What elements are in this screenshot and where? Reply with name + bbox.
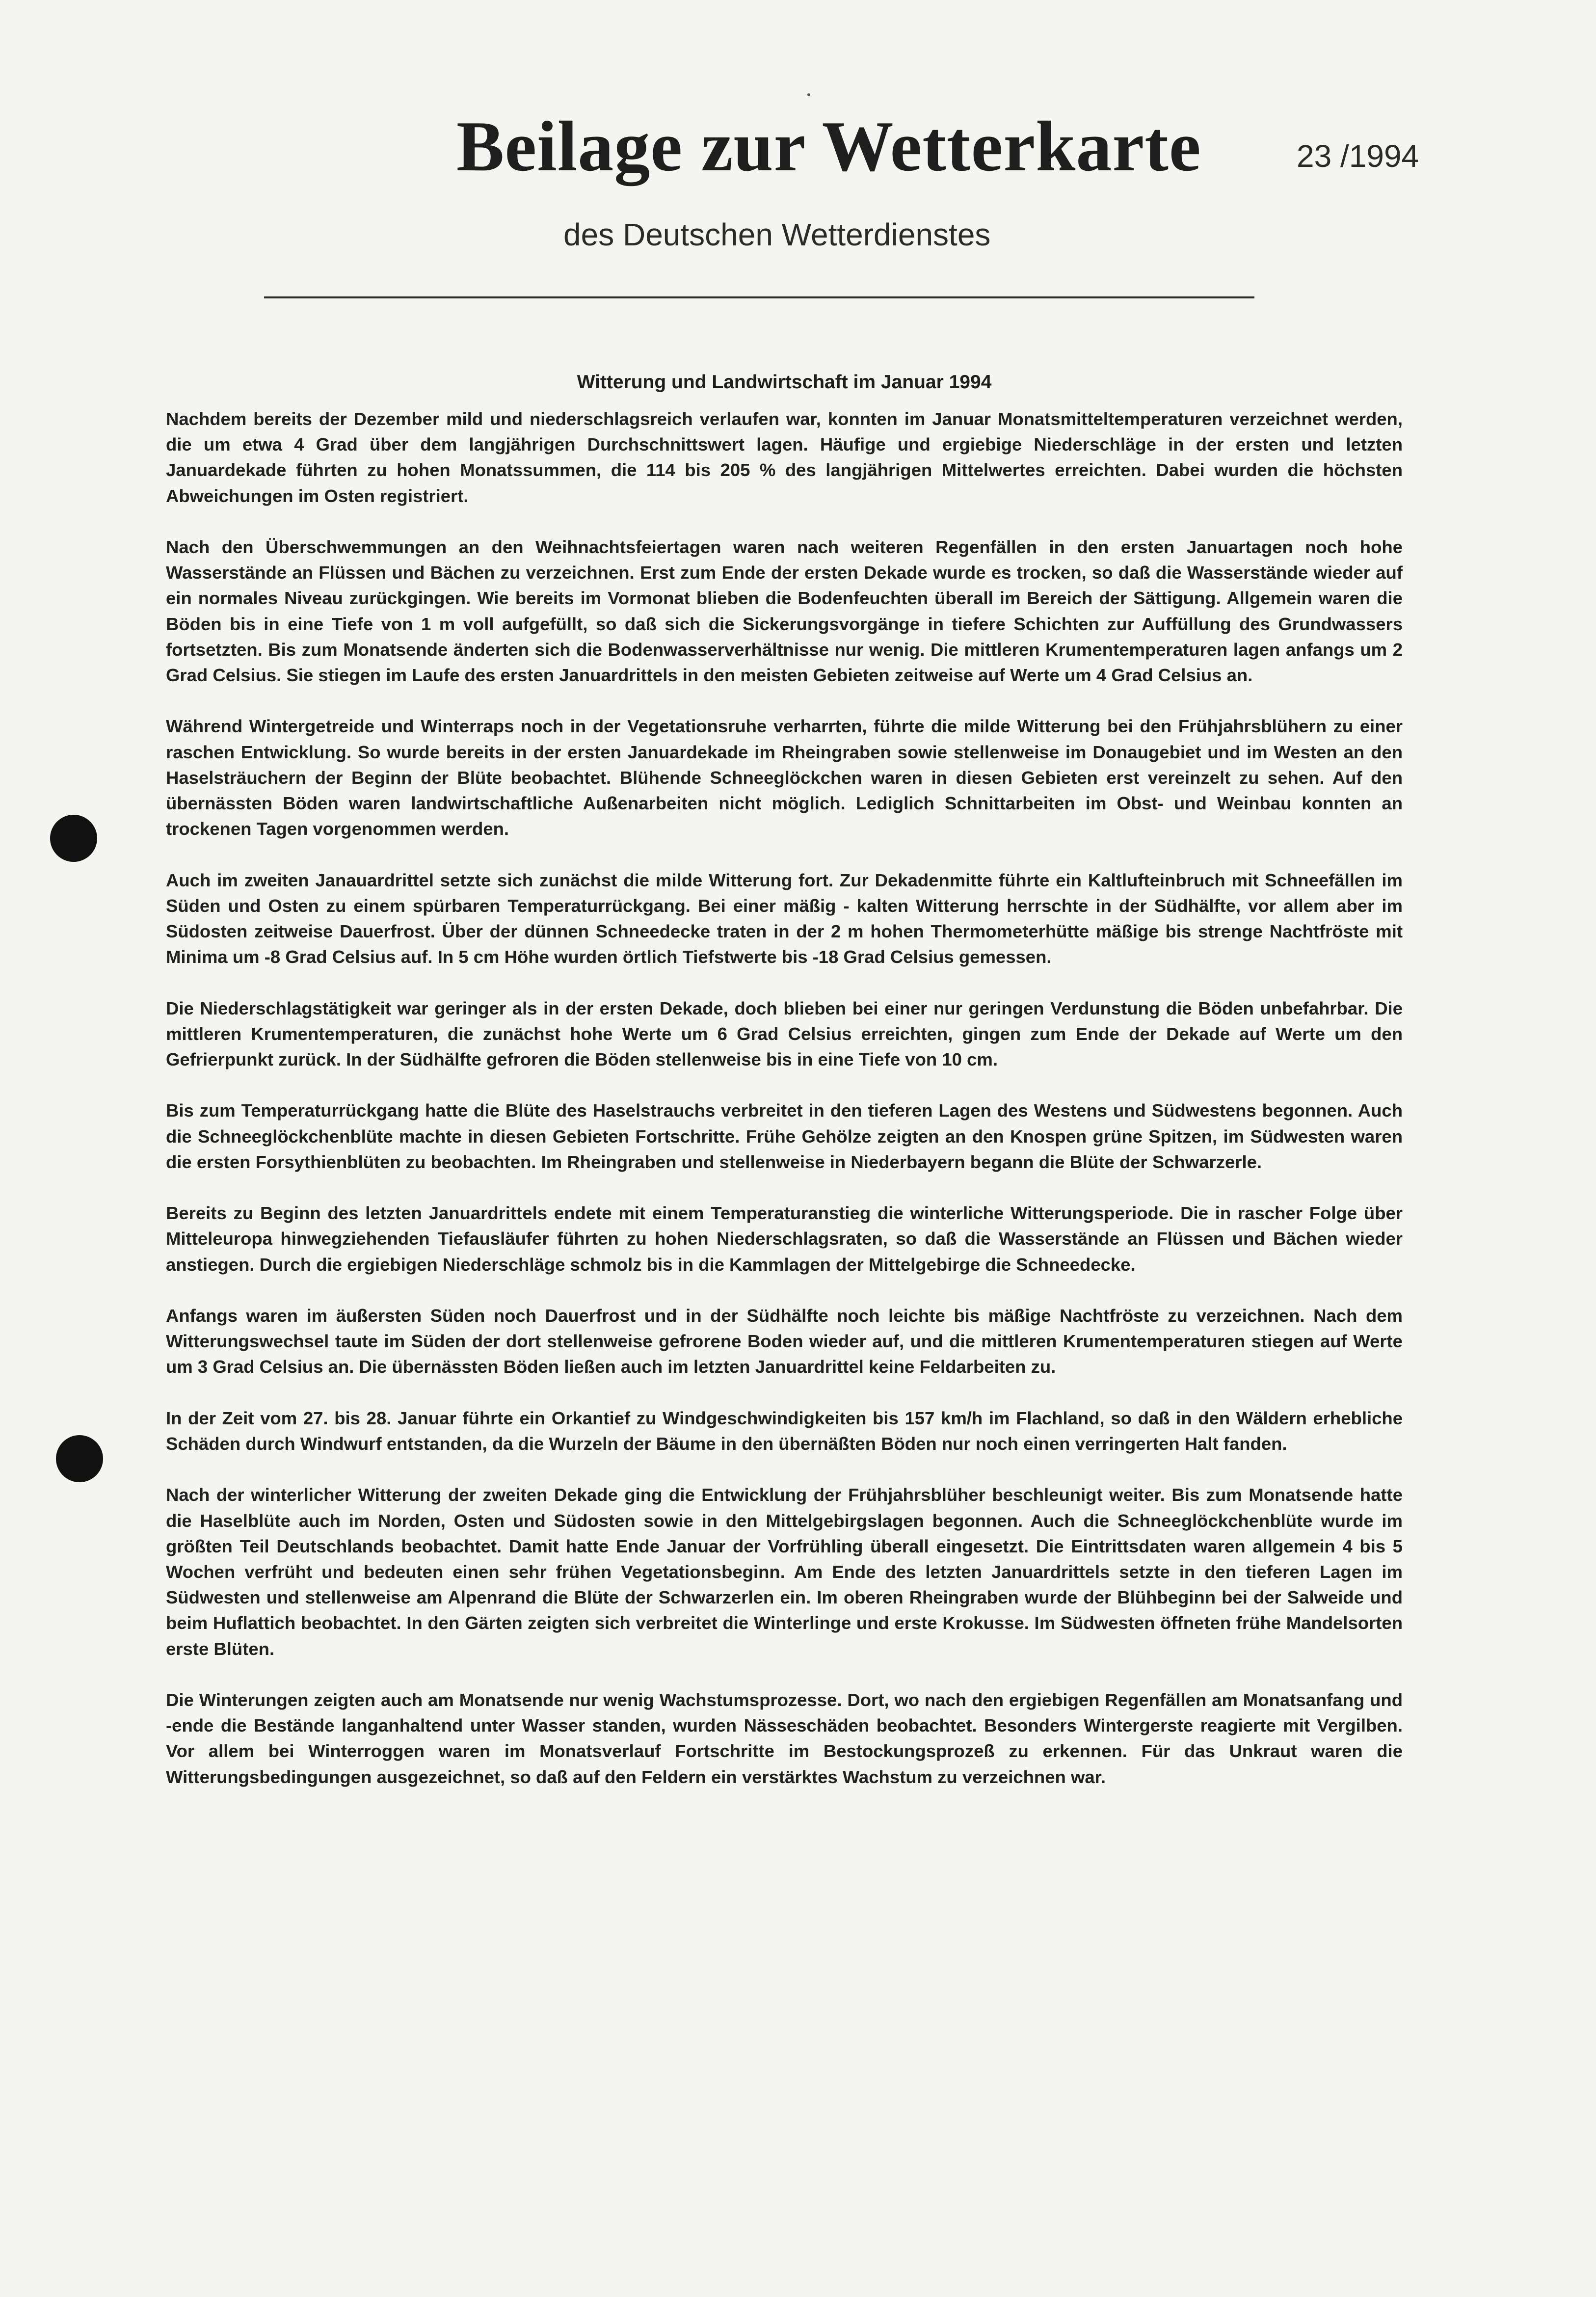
paragraph-9: In der Zeit vom 27. bis 28. Januar führte ein Orkantief zu Windgeschwindigkeiten bis 157 km/h im Flachland, so daß in den Wäldern erhebliche Schäden durch Windwurf entstanden, da die Wurzeln der Bäume in den übernäßten Böden nur noch einen verringerten Halt fanden. — [166, 1408, 1403, 1454]
header-rule — [264, 296, 1254, 298]
issue-number: 23 /1994 — [1297, 138, 1419, 174]
publication-title: Beilage zur Wetterkarte — [456, 107, 1201, 186]
punch-hole-lower — [56, 1435, 103, 1482]
paragraph-3: Während Wintergetreide und Winterraps noch in der Vegetationsruhe verharrten, führte die milde Witterung bei den Frühjahrsblühern zu einer raschen Entwicklung. So wurde bereits in der ersten Januardekade im Rheingraben sowie stellenweise im Donaugebiet und im Westen an den Haselsträuchern der Beginn der Blüte beobachtet. Blühende Schneeglöckchen waren in diesen Gebieten erst vereinzelt zu sehen. Auf den übernässten Böden waren landwirtschaftliche Außenarbeiten nicht möglich. Lediglich Schnittarbeiten im Obst- und Weinbau konnten an trockenen Tagen vorgenommen werden. — [166, 716, 1403, 839]
paper-speck — [807, 93, 810, 96]
paragraph-4: Auch im zweiten Janauardrittel setzte sich zunächst die milde Witterung fort. Zur Dekadenmitte führte ein Kaltlufteinbruch mit Schneefällen im Süden und Osten zu einem spürbaren Temperaturrückgang. Bei einer mäßig - kalten Witterung herrschte in der Südhälfte, vor allem aber im Südosten zeitweise Dauerfrost. Über der dünnen Schneedecke traten in der 2 m hohen Thermometerhütte mäßige bis strenge Nachtfröste mit Minima um -8 Grad Celsius auf. In 5 cm Höhe wurden örtlich Tiefstwerte bis -18 Grad Celsius gemessen. — [166, 870, 1403, 967]
article-body — [166, 406, 1403, 1790]
paragraph-2: Nach den Überschwemmungen an den Weihnachtsfeiertagen waren nach weiteren Regenfällen in den ersten Januartagen noch hohe Wasserstände an Flüssen und Bächen zu verzeichnen. Erst zum Ende der ersten Dekade wurde es trocken, so daß die Wasserstände wieder auf ein normales Niveau zurückgingen. Wie bereits im Vormonat blieben die Bodenfeuchten überall im Bereich der Sättigung. Allgemein waren die Böden bis in eine Tiefe von 1 m voll aufgefüllt, so daß sich die Sickerungsvorgänge in tiefere Schichten zur Auffüllung des Grundwassers fortsetzten. Bis zum Monatsende änderten sich die Bodenwasserverhältnisse nur wenig. Die mittleren Krumentemperaturen lagen anfangs um 2 Grad Celsius. Sie stiegen im Laufe des ersten Januardrittels in den meisten Gebieten zeitweise auf Werte um 4 Grad Celsius an. — [166, 537, 1403, 686]
paragraph-5: Die Niederschlagstätigkeit war geringer als in der ersten Dekade, doch blieben bei einer nur geringen Verdunstung die Böden unbefahrbar. Die mittleren Krumentemperaturen, die zunächst hohe Werte um 6 Grad Celsius erreichten, gingen zum Ende der Dekade auf Werte um den Gefrierpunkt zurück. In der Südhälfte gefroren die Böden stellenweise bis in eine Tiefe von 10 cm. — [166, 998, 1403, 1070]
paragraph-7: Bereits zu Beginn des letzten Januardrittels endete mit einem Temperaturanstieg die winterliche Witterungsperiode. Die in rascher Folge über Mitteleuropa hinwegziehenden Tiefausläufer führten zu hohen Niederschlagsraten, so daß die Wasserstände an Flüssen und Bächen wieder anstiegen. Durch die ergiebigen Niederschläge schmolz bis in die Kammlagen der Mittelgebirge die Schneedecke. — [166, 1203, 1403, 1275]
paragraph-11: Die Winterungen zeigten auch am Monatsende nur wenig Wachstumsprozesse. Dort, wo nach den ergiebigen Regenfällen am Monatsanfang und -ende die Bestände langanhaltend unter Wasser standen, wurden Nässeschäden beobachtet. Besonders Wintergerste reagierte mit Vergilben. Vor allem bei Winterroggen waren im Monatsverlauf Fortschritte im Bestockungsprozeß zu erkennen. Für das Unkraut waren die Witterungsbedingungen ausgezeichnet, so daß auf den Feldern ein verstärktes Wachstum zu verzeichnen war. — [166, 1690, 1403, 1787]
paragraph-1: Nachdem bereits der Dezember mild und niederschlagsreich verlaufen war, konnten im Januar Monatsmitteltemperaturen verzeichnet werden, die um etwa 4 Grad über dem langjährigen Durchschnittswert lagen. Häufige und ergiebige Niederschläge in der ersten und letzten Januardekade führten zu hohen Monatssummen, die 114 bis 205 % des langjährigen Mittelwertes erreichten. Dabei wurden die höchsten Abweichungen im Osten registriert. — [166, 409, 1403, 506]
paragraph-10: Nach der winterlicher Witterung der zweiten Dekade ging die Entwicklung der Frühjahrsblüher beschleunigt weiter. Bis zum Monatsende hatte die Haselblüte auch im Norden, Osten und Südosten sowie in den Mittelgebirgslagen begonnen. Auch die Schneeglöckchenblüte wurde im größten Teil Deutschlands beobachtet. Damit hatte Ende Januar der Vorfrühling überall eingesetzt. Die Eintrittsdaten waren allgemein 4 bis 5 Wochen verfrüht und bedeuten einen sehr frühen Vegetationsbeginn. Am Ende des letzten Januardrittels setzte in den tieferen Lagen im Südwesten und stellenweise am Alpenrand die Blüte der Schwarzerlen ein. Im oberen Rheingraben wurde der Blühbeginn bei der Salweide und beim Huflattich beobachtet. In den Gärten zeigten sich verbreitet die Winterlinge und erste Krokusse. Im Südwesten öffneten frühe Mandelsorten erste Blüten. — [166, 1485, 1403, 1659]
article-title: Witterung und Landwirtschaft im Januar 1994 — [577, 372, 992, 393]
paragraph-8: Anfangs waren im äußersten Süden noch Dauerfrost und in der Südhälfte noch leichte bis mäßige Nachtfröste zu verzeichnen. Nach dem Witterungswechsel taute im Süden der dort stellenweise gefrorene Boden wieder auf, und die mittleren Krumentemperaturen stiegen auf Werte um 3 Grad Celsius an. Die übernässten Böden ließen auch im letzten Januardrittel keine Feldarbeiten zu. — [166, 1306, 1403, 1377]
punch-hole-upper — [50, 815, 97, 862]
publication-subtitle: des Deutschen Wetterdienstes — [563, 217, 991, 252]
paragraph-6: Bis zum Temperaturrückgang hatte die Blüte des Haselstrauchs verbreitet in den tieferen Lagen des Westens und Südwestens begonnen. Auch die Schneeglöckchenblüte machte in diesen Gebieten Fortschritte. Frühe Gehölze zeigten an den Knospen grüne Spitzen, im Südwesten waren die ersten Forsythienblüten zu beobachten. Im Rheingraben und stellenweise in Niederbayern begann die Blüte der Schwarzerle. — [166, 1100, 1403, 1172]
